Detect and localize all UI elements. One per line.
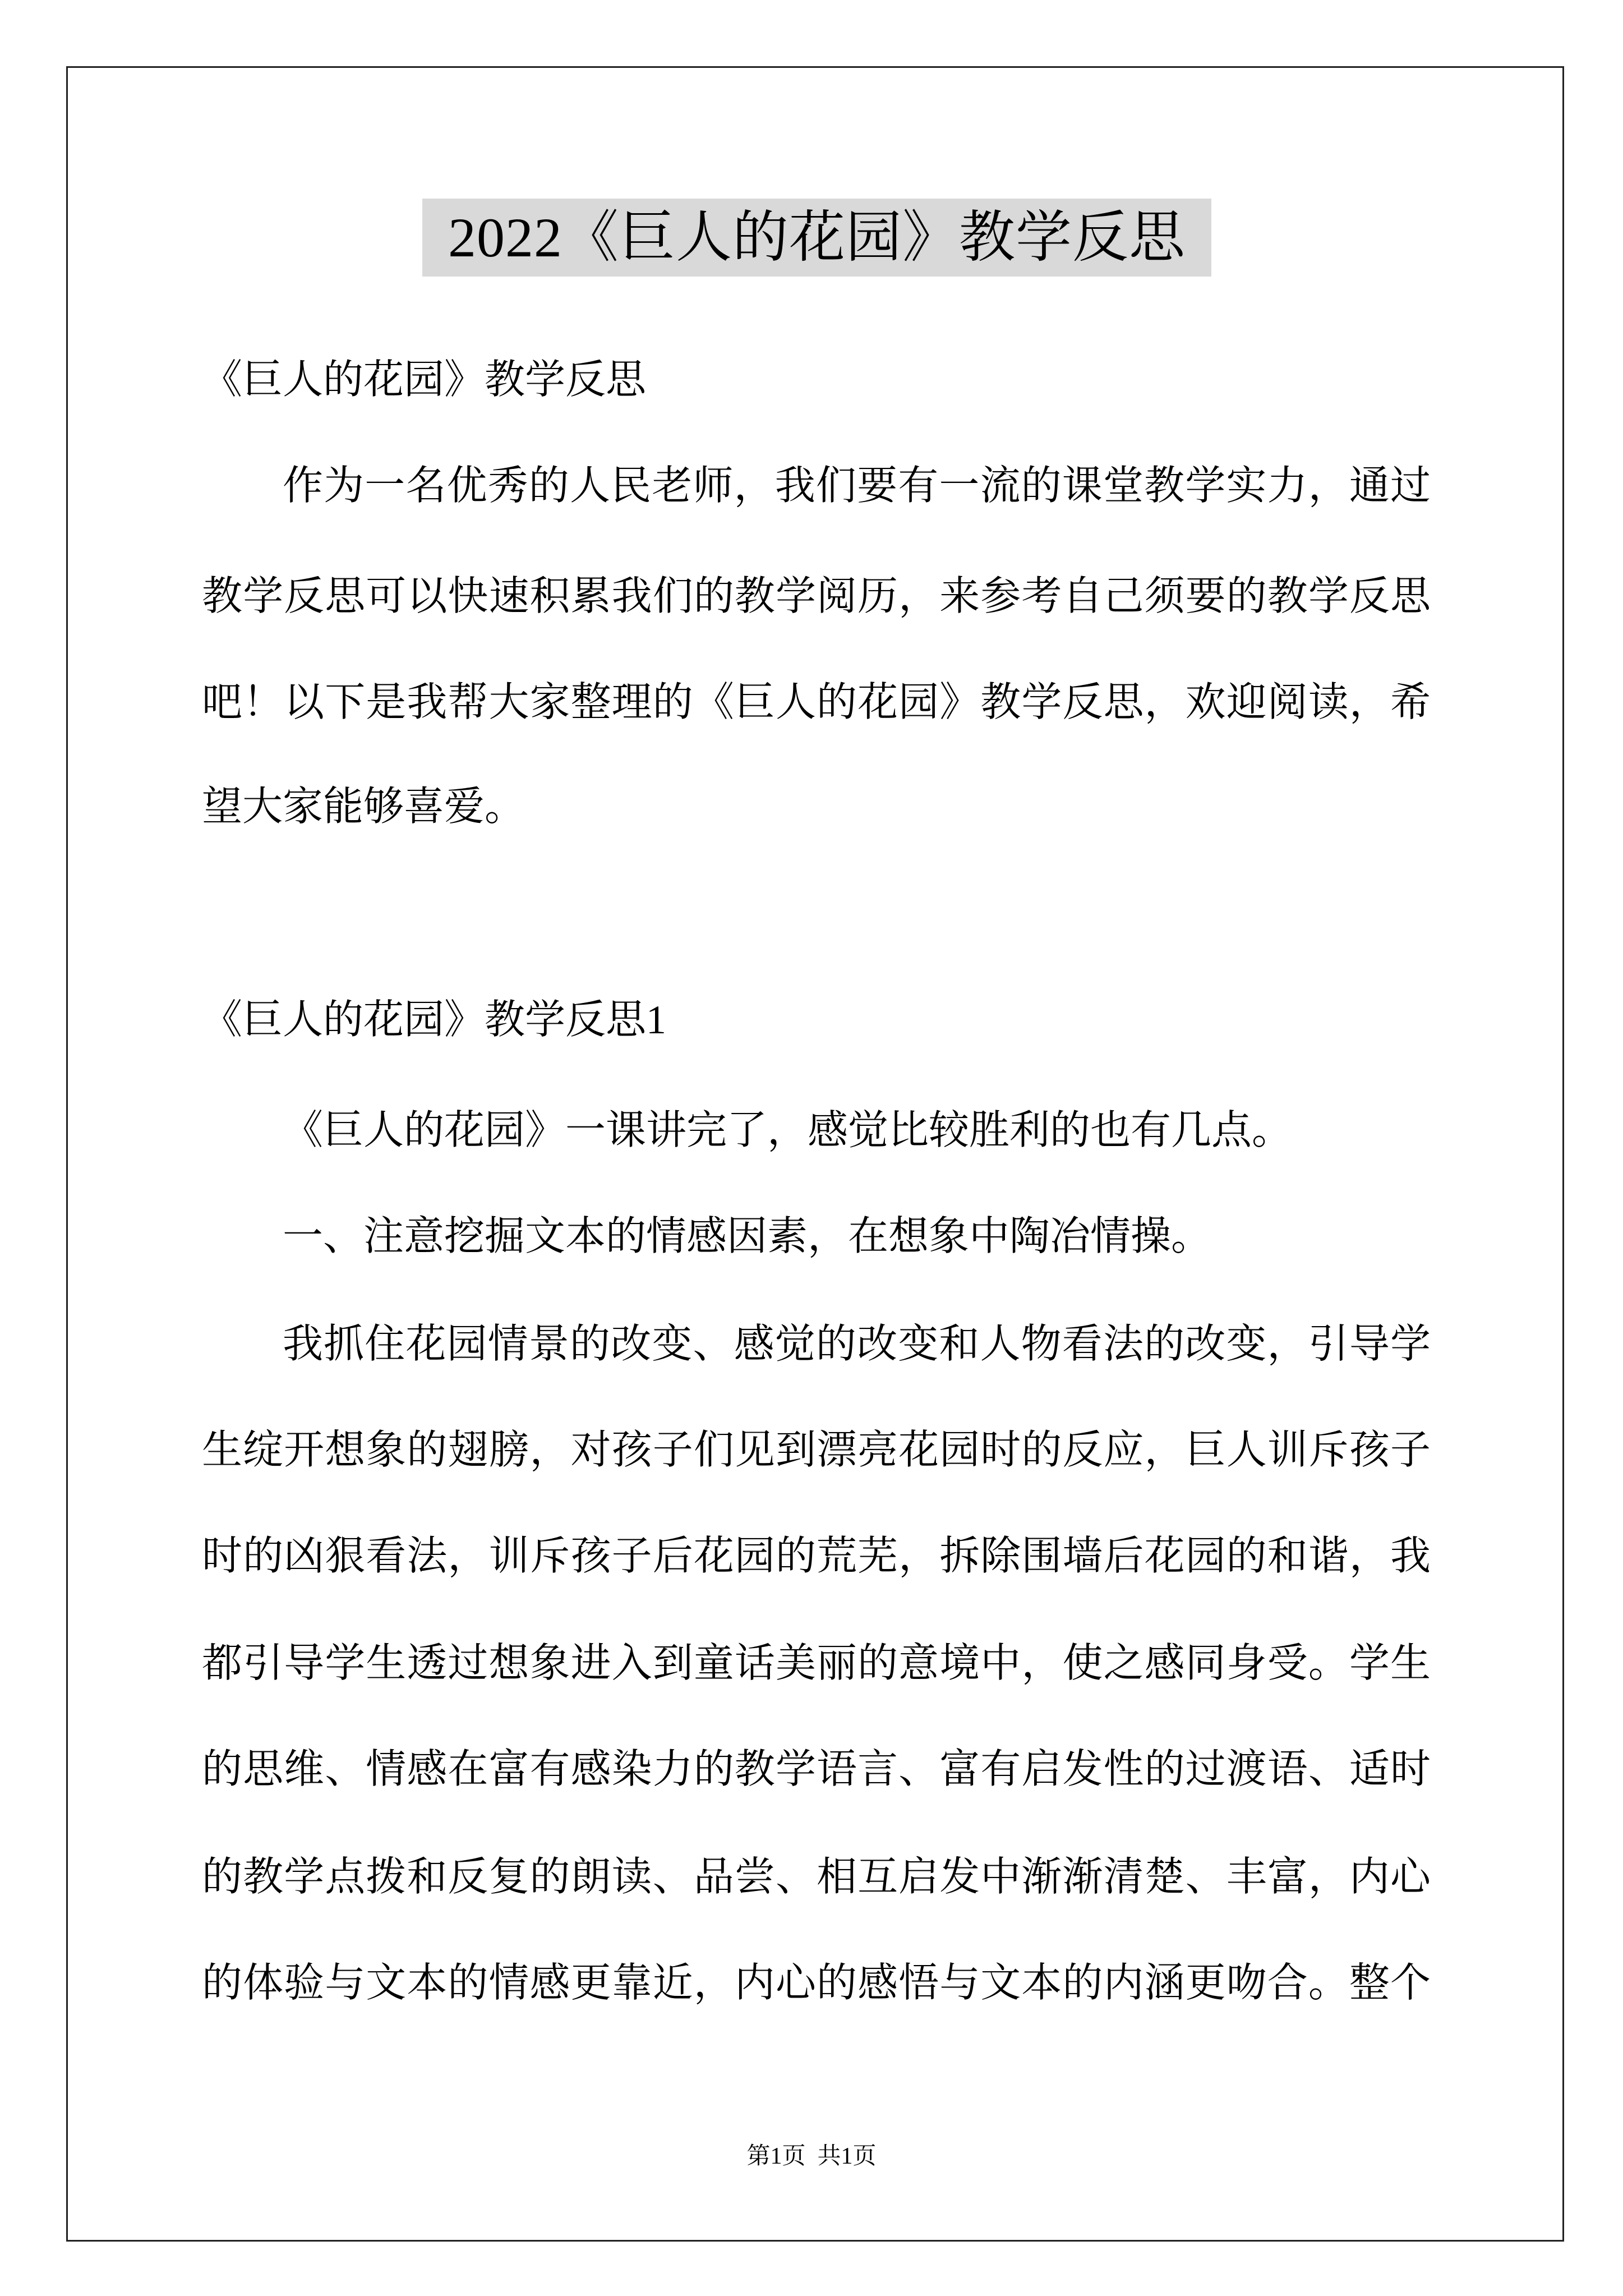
paragraph-line: 我抓住花园情景的改变、感觉的改变和人物看法的改变，引导学 (283, 1322, 1431, 1366)
intro-line: 教学反思可以快速积累我们的教学阅历，来参考自己须要的教学反思 (202, 574, 1431, 619)
document-title: 2022《巨人的花园》教学反思 (448, 206, 1186, 269)
section-heading: 《巨人的花园》教学反思1 (202, 997, 667, 1042)
paragraph-line: 的体验与文本的情感更靠近，内心的感悟与文本的内涵更吻合。整个 (202, 1961, 1431, 2005)
paragraph-line: 的思维、情感在富有感染力的教学语言、富有启发性的过渡语、适时 (202, 1747, 1431, 1792)
title-highlight (422, 199, 1211, 277)
paragraph-line: 《巨人的花园》一课讲完了，感觉比较胜利的也有几点。 (283, 1108, 1293, 1153)
intro-line: 吧！以下是我帮大家整理的《巨人的花园》教学反思，欢迎阅读，希 (202, 680, 1431, 725)
paragraph-line: 时的凶狠看法，训斥孩子后花园的荒芜，拆除围墙后花园的和谐，我 (202, 1534, 1431, 1579)
intro-line: 望大家能够喜爱。 (202, 784, 525, 829)
paragraph-line: 生绽开想象的翅膀，对孩子们见到漂亮花园时的反应，巨人训斥孩子 (202, 1428, 1431, 1473)
intro-line: 作为一名优秀的人民老师，我们要有一流的课堂教学实力，通过 (283, 463, 1431, 508)
paragraph-line: 都引导学生透过想象进入到童话美丽的意境中，使之感同身受。学生 (202, 1641, 1431, 1686)
document-subtitle: 《巨人的花园》教学反思 (202, 357, 647, 402)
paragraph-line: 的教学点拨和反复的朗读、品尝、相互启发中渐渐清楚、丰富，内心 (202, 1855, 1431, 1899)
page-number: 第1页 共1页 (746, 2143, 877, 2169)
paragraph-line: 一、注意挖掘文本的情感因素，在想象中陶冶情操。 (283, 1214, 1212, 1259)
